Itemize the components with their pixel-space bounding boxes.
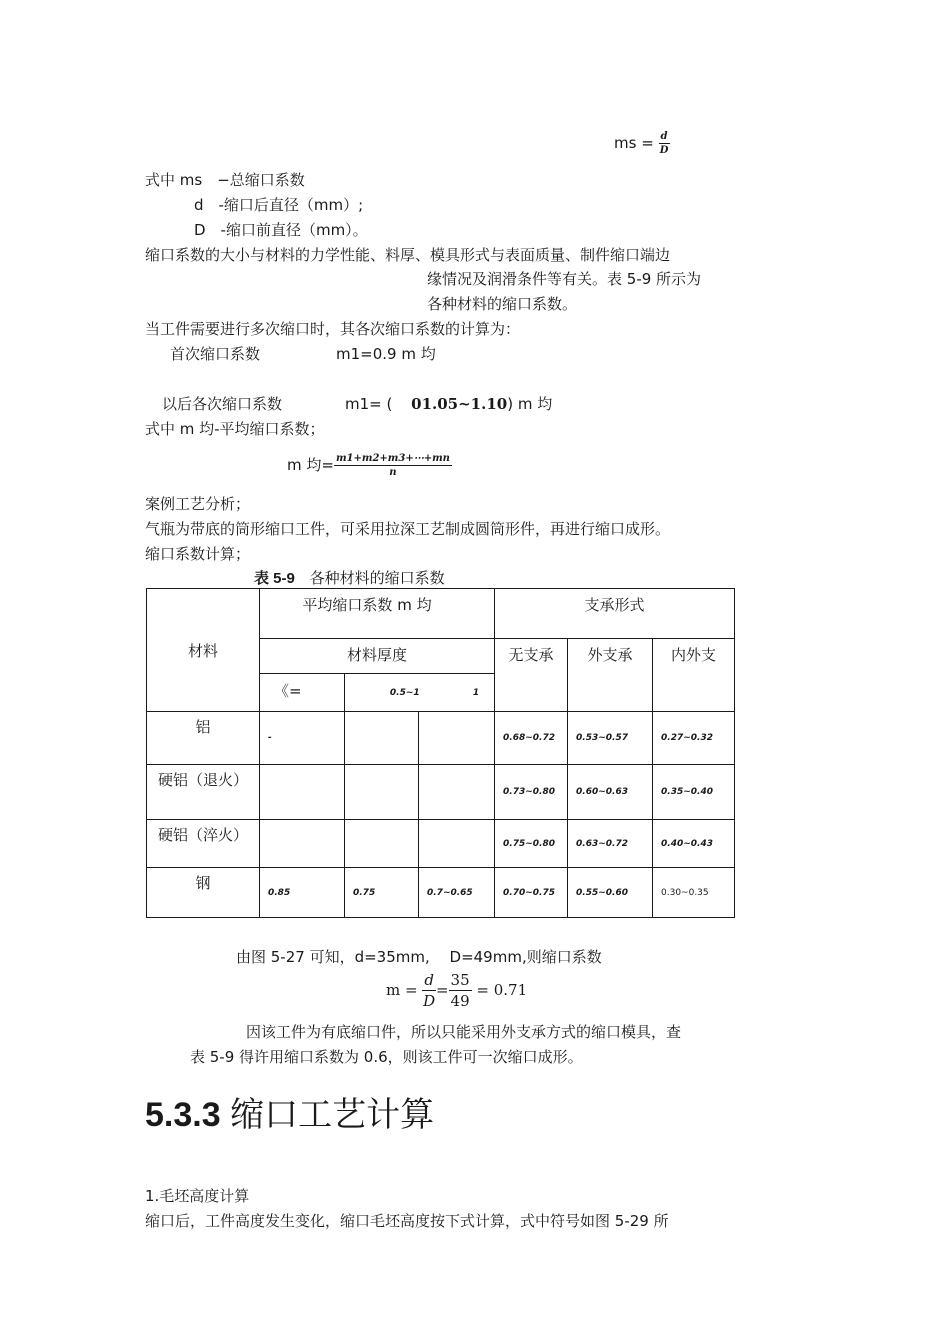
later-formula-d: ) m 均: [507, 395, 553, 413]
subsection-text: 缩口后，工件高度发生变化，缩口毛坯高度按下式计算，式中符号如图 5-29 所: [145, 1212, 669, 1230]
case-title: 案例工艺分析；: [145, 495, 251, 513]
table-caption: [254, 567, 445, 588]
later-formula-b: 0: [411, 395, 422, 413]
value-cell: 0.40~0.43: [653, 820, 735, 868]
table-row: [147, 712, 735, 765]
table-caption-prefix: 表 5-9: [254, 570, 295, 587]
eq-den-2: 49: [450, 992, 470, 1010]
thickness-col-2: 0.5~1: [389, 687, 420, 698]
value-cell: 0.75~0.80: [495, 820, 568, 868]
eq-frac-1: [422, 970, 436, 1011]
table-caption-text: 各种材料的缩口系数: [309, 569, 445, 587]
later-formula: [345, 393, 552, 414]
material-cell: 硬铝（退火）: [147, 765, 260, 820]
def-line-d: d -缩口后直径（mm）;: [194, 196, 364, 214]
value-cell: 0.7~0.65: [419, 868, 495, 918]
header-support: 支承形式: [495, 589, 735, 639]
table-row: [147, 868, 735, 918]
value-cell: 0.73~0.80: [495, 765, 568, 820]
first-formula: m1=0.9 m 均: [336, 345, 436, 363]
thickness-col-3: 1: [472, 687, 480, 698]
value-cell: 0.35~0.40: [653, 765, 735, 820]
para-line-3: 各种材料的缩口系数。: [427, 295, 578, 313]
value-cell: 0.60~0.63: [568, 765, 653, 820]
coefficient-table: [146, 588, 735, 918]
conclusion-line-1: 因该工件为有底缩口件，所以只能采用外支承方式的缩口模具，查: [246, 1023, 682, 1041]
value-cell: [260, 820, 345, 868]
formula-ms-den: D: [659, 145, 669, 156]
value-cell: [345, 765, 419, 820]
value-cell: 0.30~0.35: [653, 868, 735, 918]
table-row: [147, 820, 735, 868]
material-cell: 硬铝（淬火）: [147, 820, 260, 868]
header-no-support: 无支承: [495, 639, 568, 712]
avg-def: 式中 m 均-平均缩口系数；: [145, 420, 325, 438]
material-cell: 钢: [147, 868, 260, 918]
eq-frac-2: [449, 970, 472, 1011]
para-line-2: 缘情况及润滑条件等有关。表 5-9 所示为: [427, 270, 702, 288]
multi-intro: 当工件需要进行多次缩口时，其各次缩口系数的计算为：: [145, 320, 521, 338]
value-cell: 0.75: [345, 868, 419, 918]
value-cell: [419, 765, 495, 820]
formula-avg-fraction: [334, 452, 452, 479]
def-line-D: D -缩口前直径（mm）。: [194, 221, 368, 239]
header-material: 材料: [147, 589, 260, 712]
value-cell: 0.68~0.72: [495, 712, 568, 765]
case-calc: 缩口系数计算；: [145, 545, 251, 563]
eq-value: = 0.71: [476, 981, 528, 999]
value-cell: [419, 820, 495, 868]
value-cell: 0.63~0.72: [568, 820, 653, 868]
header-avg: 平均缩口系数 m 均: [260, 589, 495, 639]
value-cell: 0.70~0.75: [495, 868, 568, 918]
later-formula-a: m1= (: [345, 395, 393, 413]
formula-avg-den: n: [389, 467, 397, 478]
later-formula-c: 1.05~1.10: [421, 395, 508, 413]
material-cell: 铝: [147, 712, 260, 765]
eq-den-1: D: [423, 992, 436, 1010]
formula-ms-lhs: ms =: [614, 134, 654, 152]
first-label: 首次缩口系数: [170, 345, 261, 363]
formula-ms-fraction: [659, 130, 670, 157]
result-equation: [386, 970, 527, 1011]
section-title: 缩口工艺计算: [230, 1095, 435, 1135]
value-cell: [345, 820, 419, 868]
value-cell: -: [260, 712, 345, 765]
value-cell: [345, 712, 419, 765]
value-cell: [260, 765, 345, 820]
thickness-col-2-3: [345, 674, 495, 712]
result-line: 由图 5-27 可知，d=35mm, D=49mm,则缩口系数: [236, 948, 602, 966]
def-line-ms: 式中 ms −总缩口系数: [145, 171, 305, 189]
header-inner-outer-support: 内外支: [653, 639, 735, 712]
formula-ms-num: d: [660, 131, 668, 142]
eq-num-2: 35: [450, 971, 470, 989]
subsection-title: 1.毛坯高度计算: [145, 1187, 250, 1205]
header-outer-support: 外支承: [568, 639, 653, 712]
formula-avg: [287, 452, 452, 479]
para-line-1: 缩口系数的大小与材料的力学性能、料厚、模具形式与表面质量、制件缩口端边: [145, 246, 671, 264]
value-cell: 0.53~0.57: [568, 712, 653, 765]
case-text: 气瓶为带底的筒形缩口工件，可采用拉深工艺制成圆筒形件，再进行缩口成形。: [145, 520, 671, 538]
eq-num-1: d: [424, 971, 434, 989]
header-thickness: 材料厚度: [260, 639, 495, 674]
section-number: 5.3.3: [145, 1096, 221, 1134]
value-cell: [419, 712, 495, 765]
value-cell: 0.85: [260, 868, 345, 918]
section-heading: [145, 1087, 434, 1136]
thickness-col-1: 《=: [260, 674, 345, 712]
formula-avg-num: m1+m2+m3+⋯+mn: [335, 453, 450, 464]
value-cell: 0.55~0.60: [568, 868, 653, 918]
formula-ms: [614, 130, 670, 157]
value-cell: 0.27~0.32: [653, 712, 735, 765]
conclusion-line-2: 表 5-9 得许用缩口系数为 0.6，则该工件可一次缩口成形。: [190, 1048, 583, 1066]
formula-avg-lhs: m 均=: [287, 456, 334, 474]
eq-m: m =: [386, 981, 418, 999]
eq-equals: =: [435, 981, 449, 999]
table-row: [147, 765, 735, 820]
later-label: 以后各次缩口系数: [162, 395, 283, 413]
